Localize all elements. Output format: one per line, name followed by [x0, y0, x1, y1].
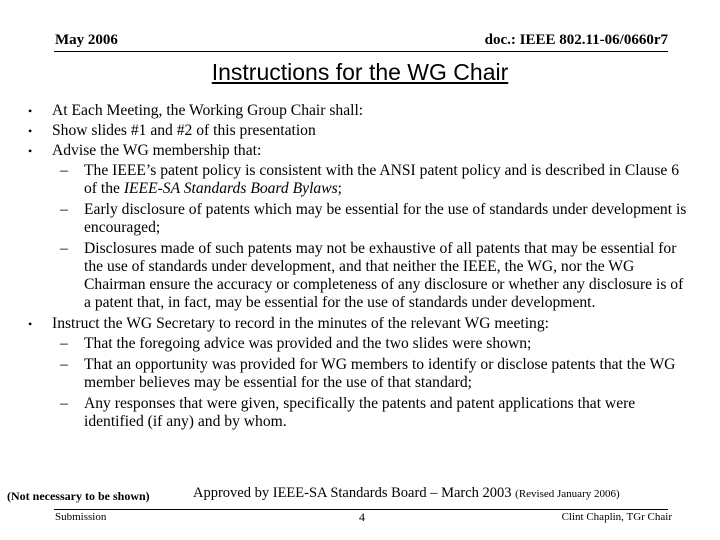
- bullet-item: [28, 102, 692, 120]
- revision-note: (Revised January 2006): [515, 488, 620, 500]
- sub-bullet-text-end: ;: [337, 180, 343, 197]
- dash-icon: –: [60, 395, 68, 412]
- bylaws-reference: IEEE-SA Standards Board Bylaws: [123, 180, 338, 197]
- header-date: May 2006: [55, 32, 118, 48]
- sub-bullet-item: [28, 162, 692, 198]
- slide-title: Instructions for the WG Chair: [211, 59, 509, 85]
- page-number: 4: [359, 510, 365, 524]
- not-necessary-note: (Not necessary to be shown): [7, 489, 150, 503]
- bullet-item: [28, 142, 692, 160]
- sub-bullet-text: That an opportunity was provided for WG members to identify or disclose patents that the WG member believes may be essential for the use of that standard;: [84, 356, 676, 391]
- dash-icon: –: [60, 240, 68, 257]
- bullet-text: Advise the WG membership that:: [52, 142, 262, 159]
- sub-bullet-item: [28, 356, 692, 392]
- sub-bullet-text: Disclosures made of such patents may not be exhaustive of all patents that may be essential for the use of standards under development, and that neither the IEEE, the WG, nor the WG Chairman ensure the accuracy or completeness of any disclosure or whether any disclosure is of a patent that, in fact, may be essential for the use of standards under development.: [84, 240, 684, 311]
- bullet-icon: •: [28, 104, 33, 118]
- dash-icon: –: [60, 356, 68, 373]
- bullet-text: Instruct the WG Secretary to record in the minutes of the relevant WG meeting:: [52, 315, 549, 332]
- bullet-item: [28, 315, 692, 333]
- bullet-icon: •: [28, 144, 33, 158]
- footer-author: Clint Chaplin, TGr Chair: [561, 511, 672, 523]
- approval-note: [193, 485, 620, 502]
- bullet-text: At Each Meeting, the Working Group Chair shall:: [52, 102, 364, 119]
- bullet-item: [28, 122, 692, 140]
- sub-bullet-item: [28, 201, 692, 237]
- dash-icon: –: [60, 335, 68, 352]
- sub-bullet-text: That the foregoing advice was provided and the two slides were shown;: [84, 335, 532, 352]
- slide-body: [28, 102, 692, 434]
- sub-bullet-text: The IEEE’s patent policy is consistent with the ANSI patent policy and is described in Clause 6 of the: [84, 162, 680, 197]
- bullet-text: Show slides #1 and #2 of this presentation: [52, 122, 316, 139]
- approval-text: Approved by IEEE-SA Standards Board – March 2003: [193, 485, 512, 501]
- dash-icon: –: [60, 162, 68, 179]
- sub-bullet-item: [28, 335, 692, 353]
- dash-icon: –: [60, 201, 68, 218]
- footer-submission: Submission: [55, 511, 107, 523]
- sub-bullet-item: [28, 240, 692, 312]
- sub-bullet-text: Early disclosure of patents which may be essential for the use of standards under development is encouraged;: [84, 201, 687, 236]
- header-doc-id: doc.: IEEE 802.11-06/0660r7: [484, 32, 668, 48]
- bullet-icon: •: [28, 124, 33, 138]
- bullet-icon: •: [28, 317, 33, 331]
- sub-bullet-text: Any responses that were given, specifically the patents and patent applications that were identified (if any) and by whom.: [84, 395, 636, 430]
- header-divider: [54, 51, 668, 52]
- sub-bullet-item: [28, 395, 692, 431]
